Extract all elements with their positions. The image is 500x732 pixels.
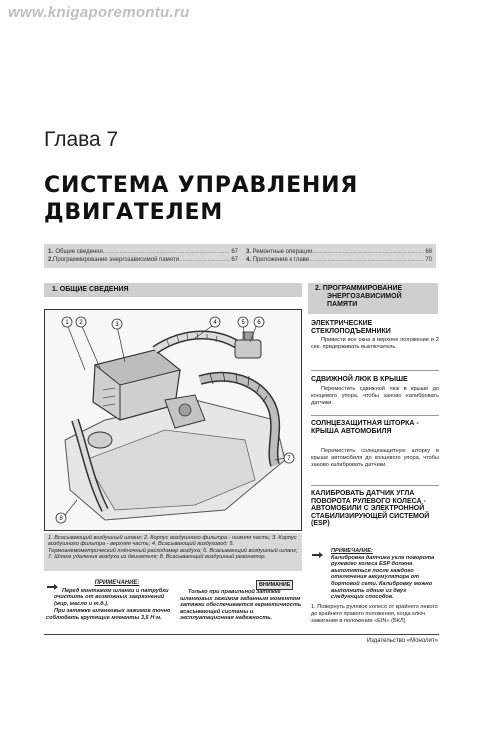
chapter-title xyxy=(44,172,358,226)
title-line-1: СИСТЕМА УПРАВЛЕНИЯ xyxy=(44,173,359,198)
callout-label: 8 xyxy=(59,516,63,522)
toc-item[interactable]: 1. Общие сведения ..... 67 xyxy=(48,248,238,256)
footer-divider xyxy=(44,634,439,635)
callout-label: 4 xyxy=(213,320,217,326)
title-line-2: ДВИГАТЕЛЕМ xyxy=(44,200,224,225)
note-title: ПРИМЕЧАНИЕ: xyxy=(94,580,140,586)
note-text: Калибровка датчика угла поворота рулевого колеса ESP должна выполняться после каждого отключения аккумулятора от бортовой сети. Калибровку можно выполнить одним из двух следующих способов. xyxy=(331,554,435,601)
note-paragraph: Перед монтажом шланги и патрубки очистить от возможных загрязнений (жир, масло и т.д.). xyxy=(54,587,169,607)
figure-caption: 1. Всасывающий воздушный шланг; 2. Корпус воздушного фильтра - нижняя часть; 3. Корпус воздушного фильтра - верхняя часть; 4. Всасывающий воздуховод; 5. Термоанемометрический плёночный расходомер воздуха; 6. Всасывающий воздушный шланг; 7. Шланг удаления воздуха из двигателя; 8. Всасывающий воздушный резонатор. xyxy=(44,533,302,571)
toc-column-right xyxy=(246,248,432,264)
callout-label: 5 xyxy=(241,320,245,326)
intake-hose xyxy=(155,333,245,350)
text-sunroof: Переместить сдвижной люк в крыше до концевого упора, чтобы заново калибровать датчики. xyxy=(311,386,439,406)
divider xyxy=(311,370,439,371)
heading-sunshade: СОЛНЦЕЗАЩИТНАЯ ШТОРКА - КРЫША АВТОМОБИЛЯ xyxy=(311,420,419,435)
divider xyxy=(311,485,439,486)
callout-label: 3 xyxy=(115,322,119,328)
note-hoses xyxy=(46,580,172,622)
divider xyxy=(311,415,439,416)
heading-power-windows: ЭЛЕКТРИЧЕСКИЕ СТЕКЛОПОДЪЕМНИКИ xyxy=(311,320,391,335)
toc-column-left xyxy=(48,248,238,264)
callout-label: 7 xyxy=(287,456,291,462)
warning-text: Только при правильной затяжке шланговых зажимов заданным моментом затяжки обеспечивается герметичность всасывающей системы и эксплуатационная надежность. xyxy=(180,589,302,622)
note-esp xyxy=(313,548,439,601)
intake-drawing xyxy=(45,310,301,530)
warning-clamps xyxy=(180,580,302,622)
note-title: ПРИМЕЧАНИЕ: xyxy=(331,548,373,554)
text-steering-step-1: 1. Повернуть рулевое колесо от крайнего левого до крайнего правого положения, когда ключ зажигания в положении «EIN» (ВКЛ) xyxy=(311,604,438,624)
chapter-label: Глава 7 xyxy=(44,128,119,151)
callout-label: 6 xyxy=(257,320,261,326)
heading-steering-sensor: КАЛИБРОВАТЬ ДАТЧИК УГЛА ПОВОРОТА РУЛЕВОГО КОЛЕСА - АВТОМОБИЛИ С ЭЛЕКТРОННОЙ СТАБИЛИЗИРУЮЩЕЙ СИСТЕМОЙ (ESP) xyxy=(311,490,430,528)
engine-intake-illustration xyxy=(44,309,302,531)
toc-item[interactable]: 3. Ремонтные операции ..... 68 xyxy=(246,248,432,256)
callout-label: 2 xyxy=(79,320,83,326)
heading-sunroof: СДВИЖНОЙ ЛЮК В КРЫШЕ xyxy=(311,376,408,383)
section-heading-general: 1. ОБЩИЕ СВЕДЕНИЯ xyxy=(44,283,302,297)
publisher-credit: Издательство «Монолит» xyxy=(366,638,438,644)
text-sunshade: Переместить солнцезащитную шторку в крыше автомобиля до концевого упора, чтобы заново калибровать датчики. xyxy=(311,448,439,468)
table-of-contents xyxy=(44,244,436,268)
air-flow-sensor xyxy=(235,332,261,358)
callout-label: 1 xyxy=(65,320,69,326)
text-power-windows: Привести все окна в верхнее положение и 2 сек. придерживать выключатель. xyxy=(311,337,439,350)
toc-item[interactable]: 4. Приложение к главе ..... 70 xyxy=(246,256,432,264)
toc-item[interactable]: 2. Программирование энергозависимой памяти ..... 67 xyxy=(48,256,238,264)
watermark: www.knigaporemontu.ru xyxy=(8,4,190,21)
section-heading-programming: 2. ПРОГРАММИРОВАНИЕ ЭНЕРГОЗАВИСИМОЙ ПАМЯТИ xyxy=(308,283,438,314)
attention-badge: ВНИМАНИЕ xyxy=(256,580,293,590)
note-paragraph: При затяжке шланговых зажимов точно соблюдать крутящие моменты 3,5 Н·м. xyxy=(46,608,171,621)
